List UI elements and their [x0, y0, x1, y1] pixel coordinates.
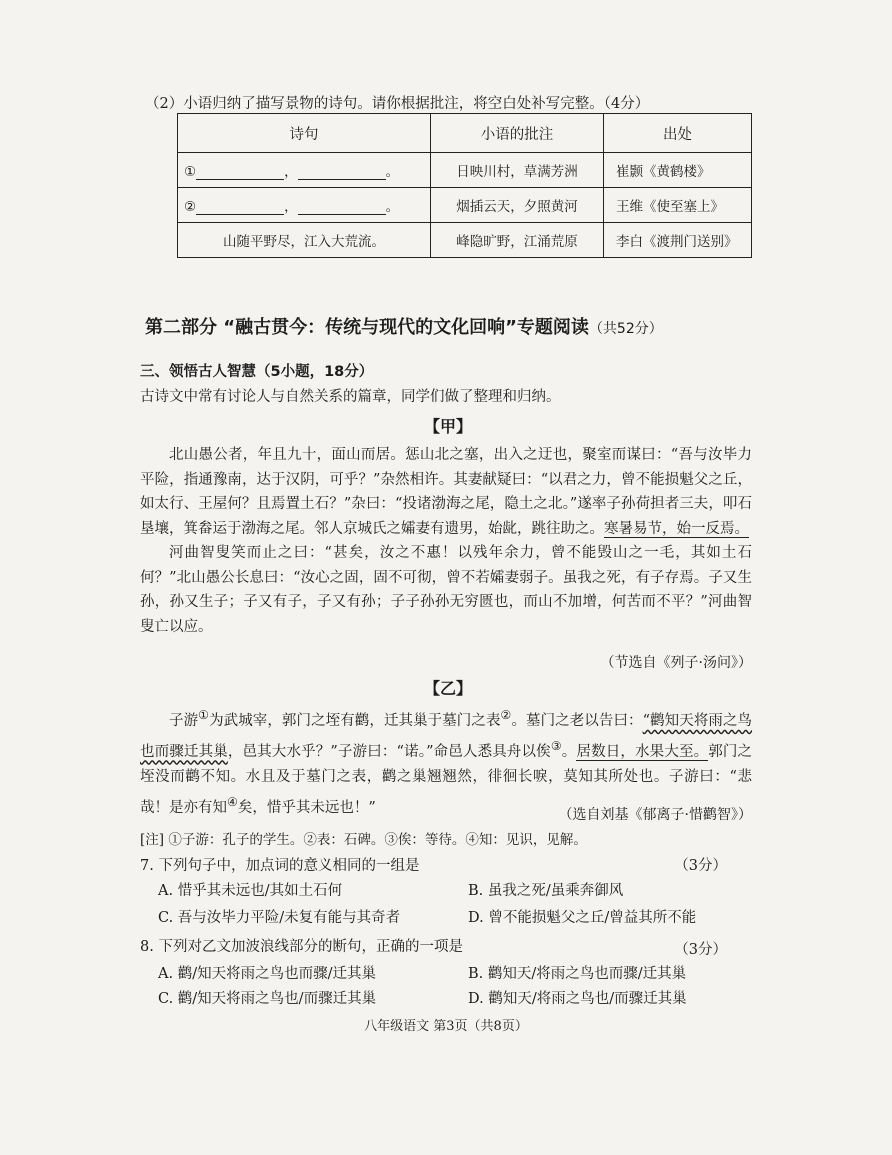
q7-option-a[interactable]: A. 惜乎其未远也/其如土石何 [158, 883, 343, 899]
q7-option-b[interactable]: B. 虽我之死/虽乘奔御风 [468, 883, 624, 899]
note-mark: ③ [550, 738, 562, 753]
answer-blank[interactable] [196, 202, 284, 215]
answer-blank[interactable] [298, 202, 386, 215]
annotation-notes: [注] ①子游：孔子的学生。②表：石碑。③俟：等待。④知：见识，见解。 [140, 832, 587, 848]
header-source: 出处 [604, 114, 752, 153]
passage-text: ，邑其大水乎？”子游曰：“诺。”命邑人悉具舟以俟 [227, 743, 551, 760]
passage-jia-label: 【甲】 [424, 417, 473, 436]
source-cell: 王维《使至塞上》 [604, 188, 752, 223]
q8-option-b[interactable]: B. 鹳知天/将雨之鸟也而骤/迁其巢 [468, 966, 687, 982]
poem-table [177, 113, 752, 258]
table-header-row [178, 114, 752, 153]
q8-option-d[interactable]: D. 鹳知天/将雨之鸟也/而骤迁其巢 [468, 991, 687, 1007]
source-cell: 崔颢《黄鹤楼》 [604, 153, 752, 188]
part-two-title [145, 313, 663, 339]
answer-blank[interactable] [196, 167, 284, 180]
part-two-heading: 第二部分 “融古贯今：传统与现代的文化回响”专题阅读 [145, 317, 589, 338]
comma: ， [284, 164, 298, 180]
comma: ， [284, 199, 298, 215]
passage-jia-paragraph-2: 河曲智叟笑而止之曰：“甚矣，汝之不惠！以残年余力，曾不能毁山之一毛，其如土石何？”北山愚公长息曰：“汝心之固，固不可彻，曾不若孀妻弱子。虽我之死，有子存焉。子又生孙，孙又生子；子又有子，子又有孙；子子孙孙无穷匮也，而山不加增，何苦而不平？”河曲智叟亡以应。 [140, 545, 752, 635]
page-footer: 八年级语文 第3页（共8页） [364, 1019, 528, 1034]
passage-yi-label: 【乙】 [424, 679, 473, 698]
q7-option-d[interactable]: D. 曾不能损魁父之丘/曾益其所不能 [468, 910, 697, 926]
q7-option-c[interactable]: C. 吾与汝毕力平险/未复有能与其奇者 [158, 910, 401, 926]
note-cell: 峰隐旷野，江涌荒原 [431, 223, 604, 258]
header-note: 小语的批注 [431, 114, 604, 153]
note-mark: ④ [227, 794, 238, 809]
note-cell: 烟插云天，夕照黄河 [431, 188, 604, 223]
section-intro: 古诗文中常有讨论人与自然关系的篇章，同学们做了整理和归纳。 [140, 389, 561, 405]
period: 。 [385, 164, 400, 180]
passage-text: 为武城宰，郭门之垤有鹳，迁其巢于墓门之表 [209, 712, 501, 729]
question-2-prompt: （2）小语归纳了描写景物的诗句。请你根据批注，将空白处补写完整。（4分） [145, 96, 650, 112]
question-7-stem: 7. 下列句子中，加点词的意义相同的一组是 [140, 858, 420, 874]
answer-blank[interactable] [298, 167, 386, 180]
passage-text: 。 [561, 743, 577, 760]
question-8-stem: 8. 下列对乙文加波浪线部分的断句，正确的一项是 [140, 939, 463, 955]
source-cell: 李白《渡荆门送别》 [604, 223, 752, 258]
underlined-sentence: 寒暑易节，始一反焉。 [604, 520, 749, 537]
passage-jia-paragraph-1 [140, 443, 752, 541]
note-mark: ② [500, 708, 512, 722]
verse-blank-2[interactable] [178, 188, 431, 223]
passage-text: 郭门之垤没而鹳不知。水且及于墓门之表，鹳之巢翘翘然，徘徊长唳，莫知其所处也。子游曰：“悲哉！是亦有知 [140, 743, 753, 816]
blank-number: ② [184, 199, 197, 215]
blank-number: ① [184, 164, 197, 180]
verse-cell: 山随平野尽，江入大荒流。 [178, 223, 431, 258]
header-verse: 诗句 [178, 114, 431, 153]
passage-yi [140, 703, 752, 820]
q8-option-a[interactable]: A. 鹳/知天将雨之鸟也而骤/迁其巢 [158, 966, 376, 982]
question-7-score: （3分） [674, 858, 727, 874]
question-8-score: （3分） [674, 942, 727, 958]
table-row [178, 223, 752, 258]
section-three-title: 三、领悟古人智慧（5小题，18分） [140, 364, 374, 380]
passage-text: 北山愚公者，年且九十，面山而居。惩山北之塞，出入之迂也，聚室而谋曰：“吾与汝毕力平险，指通豫南，达于汉阴，可乎？”杂然相许。其妻献疑曰：“以君之力，曾不能损魁父之丘，如太行、王屋何？且焉置土石？”杂曰：“投诸渤海之尾，隐土之北。”遂率子孙荷担者三夫，叩石垦壤，箕畚运于渤海之尾。邻人京城氏之孀妻有遗男，始龀，跳往助之。 [140, 447, 752, 537]
passage-jia [140, 443, 752, 639]
passage-text: 。墓门之老以告曰： [511, 712, 643, 729]
note-cell: 日映川村，草满芳洲 [431, 153, 604, 188]
table-row [178, 153, 752, 188]
note-mark: ① [198, 708, 210, 722]
table-row [178, 188, 752, 223]
passage-yi-source: （选自刘基《郁离子·惜鹳智》） [558, 807, 752, 823]
period: 。 [385, 199, 400, 215]
passage-yi-paragraph [140, 703, 752, 820]
verse-blank-1[interactable] [178, 153, 431, 188]
wavy-underlined-sentence: “鹳知天将雨之鸟也而骤迁其巢 [140, 712, 753, 760]
q8-option-c[interactable]: C. 鹳/知天将雨之鸟也/而骤迁其巢 [158, 991, 377, 1007]
passage-jia-source: （节选自《列子·汤问》） [600, 655, 752, 671]
passage-text: 子游 [169, 712, 199, 729]
part-two-score: （共52分） [588, 321, 663, 337]
passage-text: 矣，惜乎其未远也！” [237, 799, 376, 816]
underlined-sentence: 居数日，水果大至。 [576, 743, 709, 760]
